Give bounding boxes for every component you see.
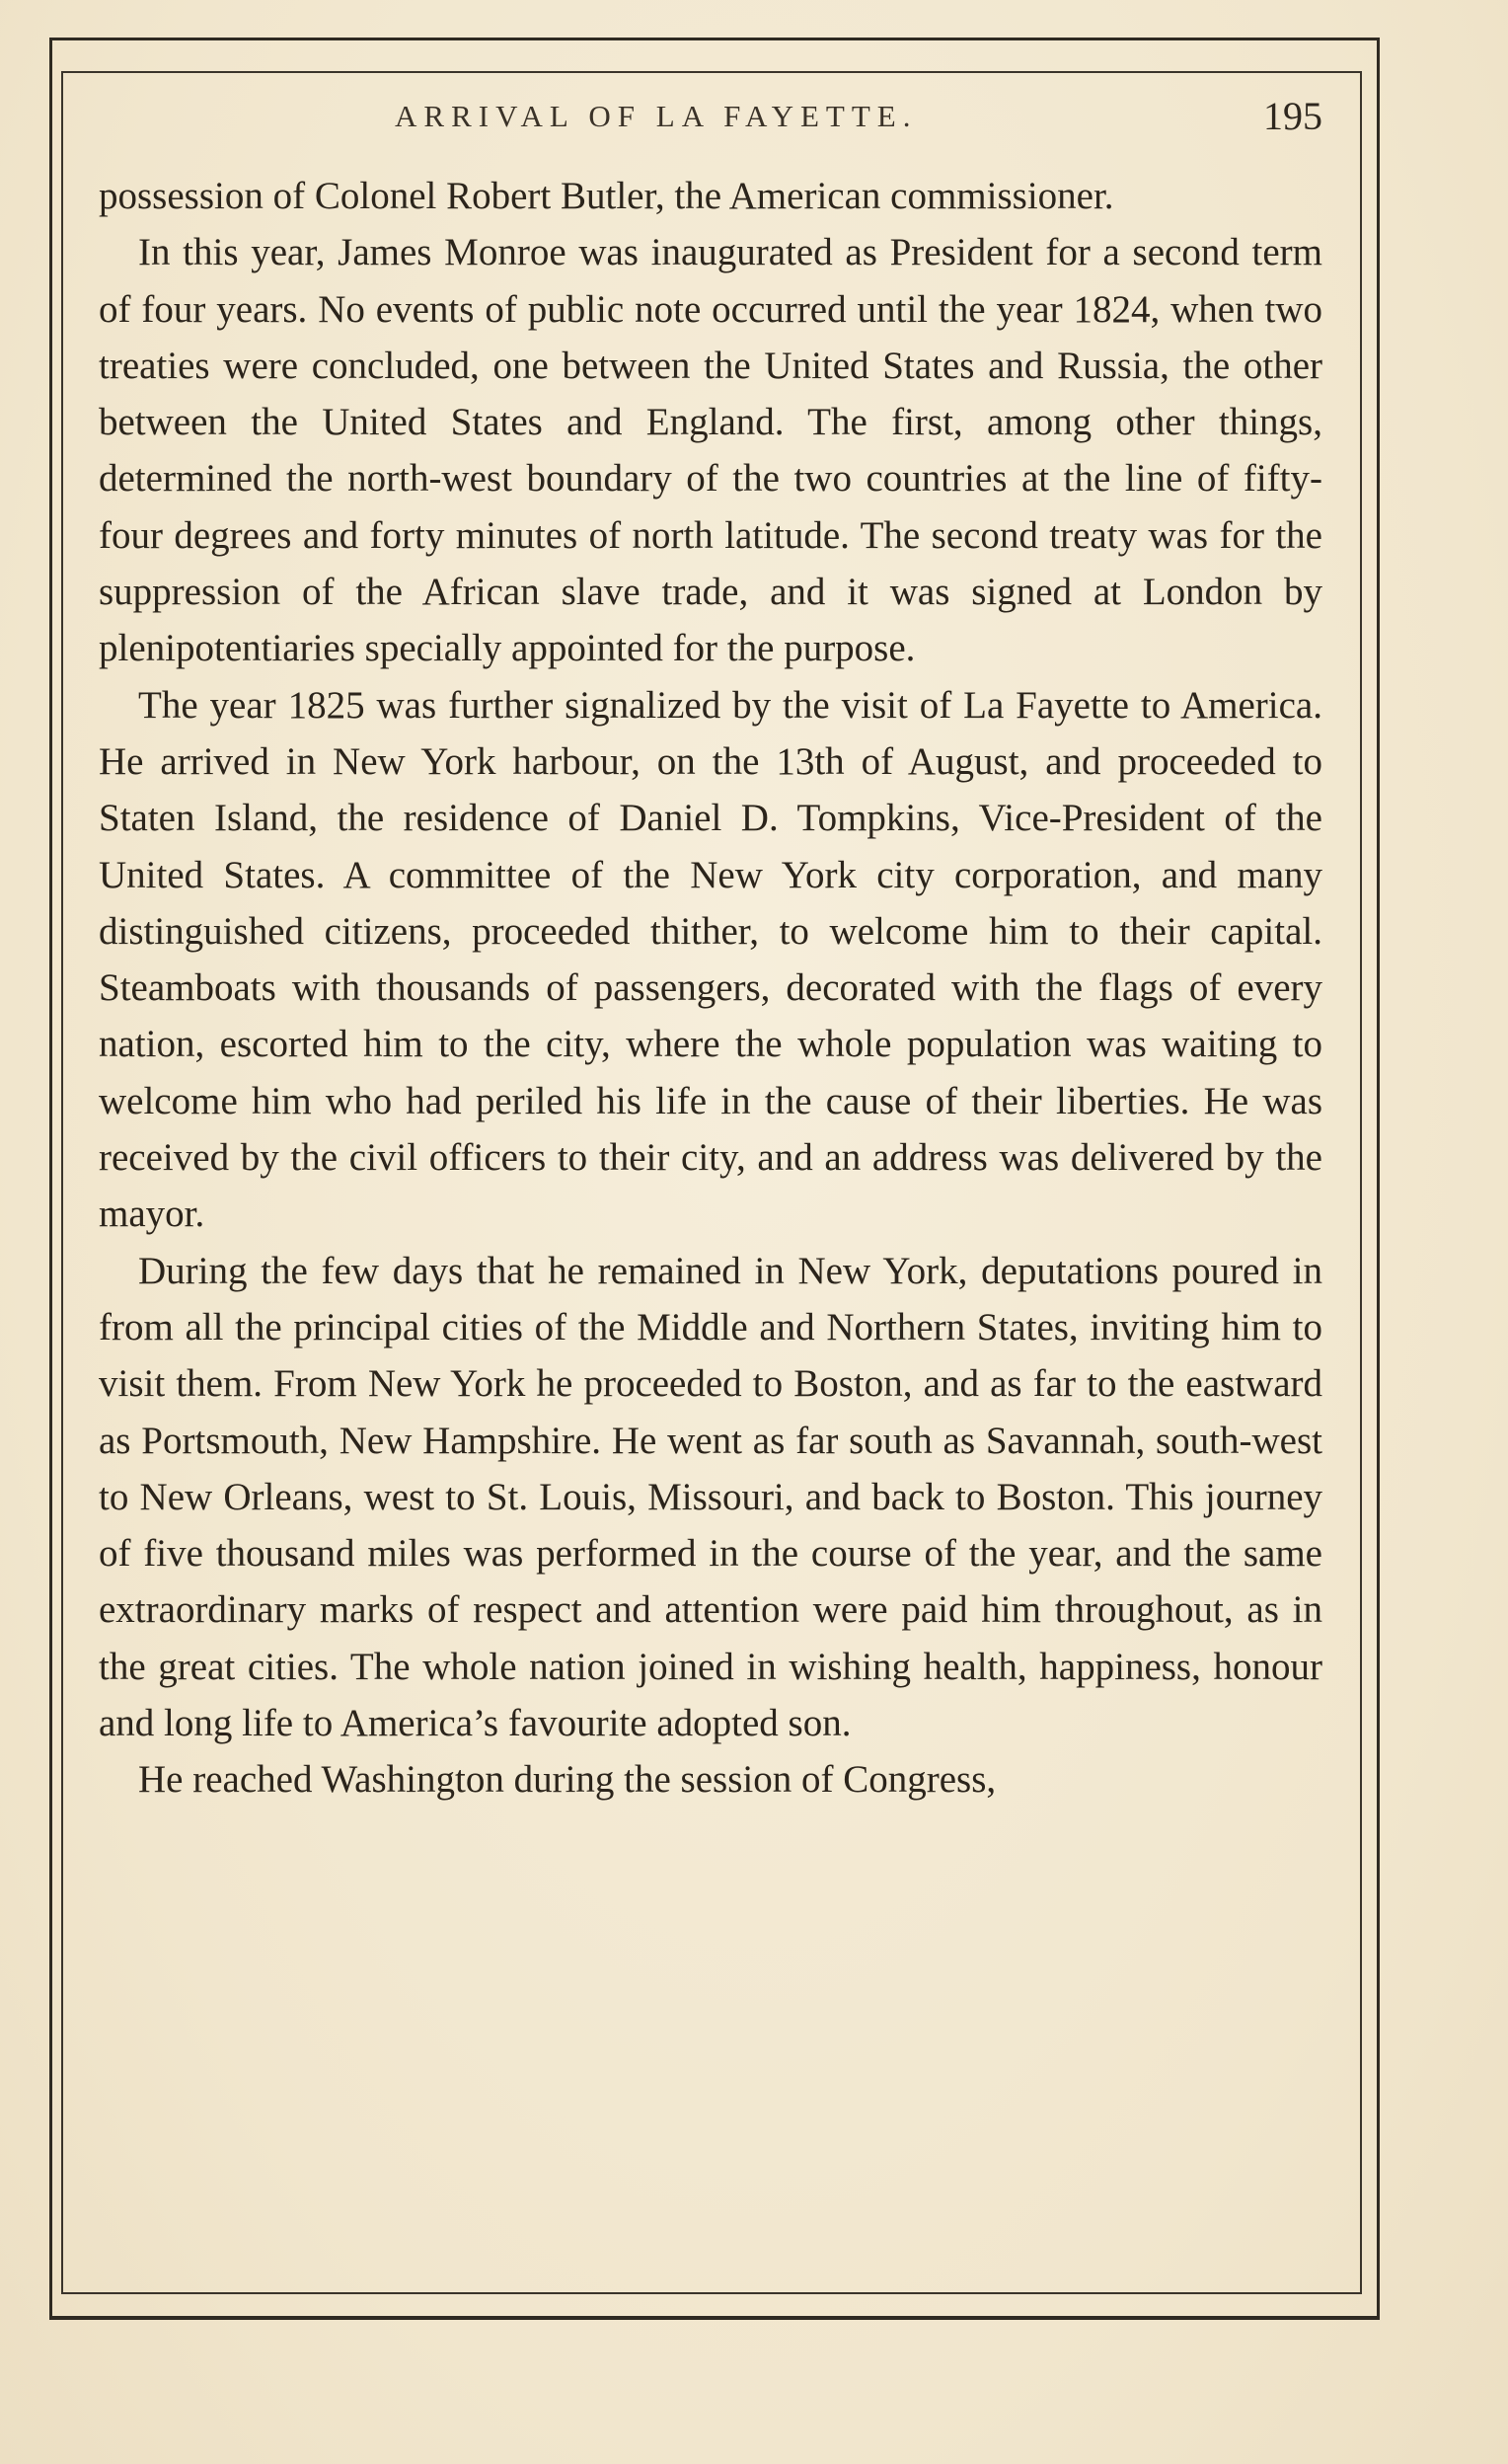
paragraph: The year 1825 was further signalized by the visit of La Fayette to America. He arrived in New York harbour, on the 13th of August, and proceeded to Staten Island, the residence of Daniel D. Tompkins, Vice-President of the United States. A committee of the New York city corporation, and many distinguished citizens, proceeded thither, to welcome him to their capital. Steamboats with thousands of passengers, decorated with the flags of every nation, escorted him to the city, where the whole population was waiting to welcome him who had periled his life in the cause of their liberties. He was received by the civil officers to their city, and an address was delivered by the mayor. [99,683,1322,1236]
paragraph: He reached Washington during the session of Congress, [138,1758,997,1802]
running-head: ARRIVAL OF LA FAYETTE. [395,99,918,133]
paragraph: In this year, James Monroe was inaugurated as President for a second term of four years. No events of public note occurred until the year 1824, when two treaties were concluded, one between the United States and Russia, the other between the United States and England. The first, among other things, determined the north-west boundary of the two countries at the line of fifty-four degrees and forty minutes of north latitude. The second treaty was for the suppression of the African slave trade, and it was signed at London by plenipotentiaries specially appointed for the purpose. [99,231,1322,670]
page-number: 195 [1263,94,1322,138]
page-header [99,91,1322,150]
paragraph: possession of Colonel Robert Butler, the American commissioner. [99,175,1114,217]
paragraph: During the few days that he remained in New York, deputations poured in from all the principal cities of the Middle and Northern States, inviting him to visit them. From New York he proceeded to Boston, and as far to the eastward as Portsmouth, New Hampshire. He went as far south as Savannah, south-west to New Orleans, west to St. Louis, Missouri, and back to Boston. This journey of five thousand miles was performed in the course of the year, and the same extraordinary marks of respect and attention were paid him throughout, as in the great cities. The whole nation joined in wishing health, happiness, honour and long life to America’s favourite adopted son. [99,1249,1322,1745]
body-text [99,168,1322,1809]
